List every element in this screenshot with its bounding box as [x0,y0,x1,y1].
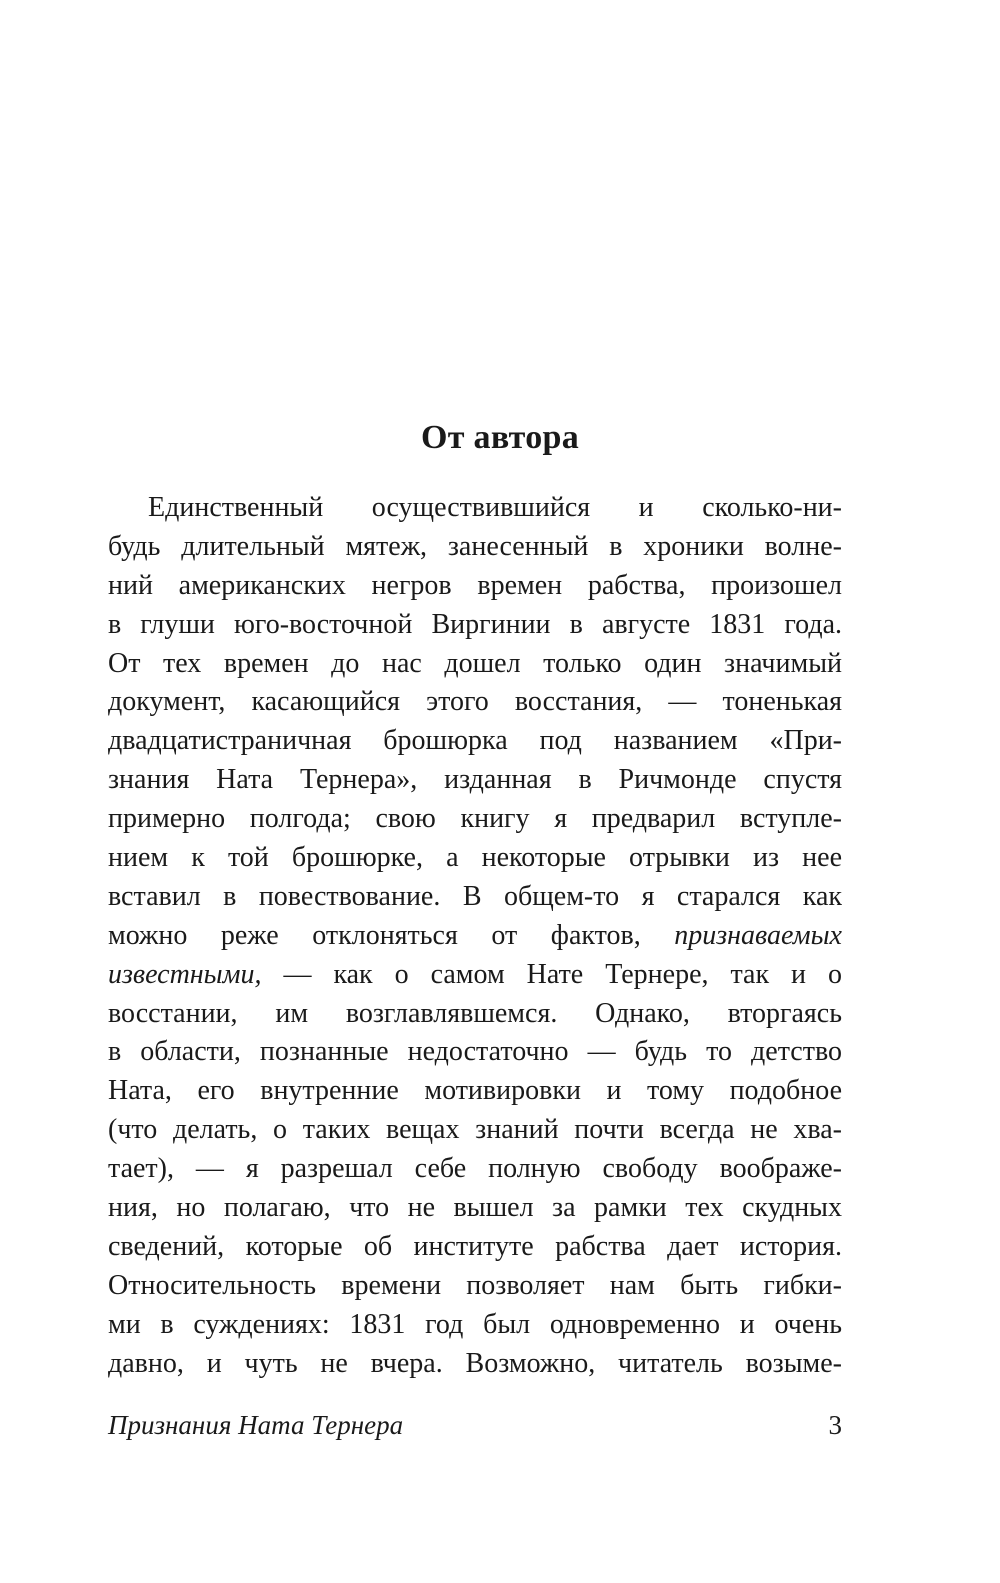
text-line: Ната, его внутренние мотивировки и тому подобное [108,1075,842,1107]
text-line: будь длительный мятеж, занесенный в хроники волне- [108,530,842,562]
text-line: ния, но полагаю, что не вышел за рамки тех скудных [108,1192,842,1224]
text-line: От тех времен до нас дошел только один значимый [108,647,842,679]
chapter-title: От автора [420,419,580,456]
text-line: Единственный осуществившийся и сколько-ни- [148,492,842,523]
text-line: двадцатистраничная брошюрка под названием «При- [108,725,842,757]
text-line [108,956,842,995]
text-line: восстании, им возглавлявшемся. Однако, вторгаясь [108,997,842,1029]
text-line: в области, познанные недостаточно — будь то детство [108,1036,842,1068]
italic-text-run: признаваемых [674,919,842,951]
text-line: знания Ната Тернера», изданная в Ричмонде спустя [108,764,842,796]
text-line: ми в суждениях: 1831 год был одновременно и очень [108,1308,842,1340]
text-run: можно реже отклоняться от фактов, [108,919,641,951]
running-head: Признания Ната Тернера [108,1410,404,1440]
italic-text-run: известными, [108,958,262,990]
page-footer [108,1403,842,1447]
text-line: (что делать, о таких вещах знаний почти всегда не хва- [108,1114,842,1146]
text-line: в глуши юго-восточной Виргинии в августе 1831 года. [108,608,842,640]
body-text [108,489,842,1383]
text-line: нием к той брошюрке, а некоторые отрывки из нее [108,842,842,874]
text-line: примерно полгода; свою книгу я предварил вступле- [108,803,842,835]
text-line [108,917,842,956]
page-number: 3 [828,1410,842,1440]
text-line: сведений, которые об институте рабства дает история. [108,1230,842,1262]
text-line: тает), — я разрешал себе полную свободу воображе- [108,1153,842,1185]
text-line: давно, и чуть не вчера. Возможно, читатель возыме- [108,1347,842,1379]
text-line: Относительность времени позволяет нам быть гибки- [108,1269,842,1301]
text-line: ний американских негров времен рабства, произошел [108,569,842,601]
text-line: документ, касающийся этого восстания, — тоненькая [108,686,842,718]
text-line: вставил в повествование. В общем-то я старался как [108,880,842,912]
text-run: — как о самом Нате Тернере, так и о [283,958,842,990]
